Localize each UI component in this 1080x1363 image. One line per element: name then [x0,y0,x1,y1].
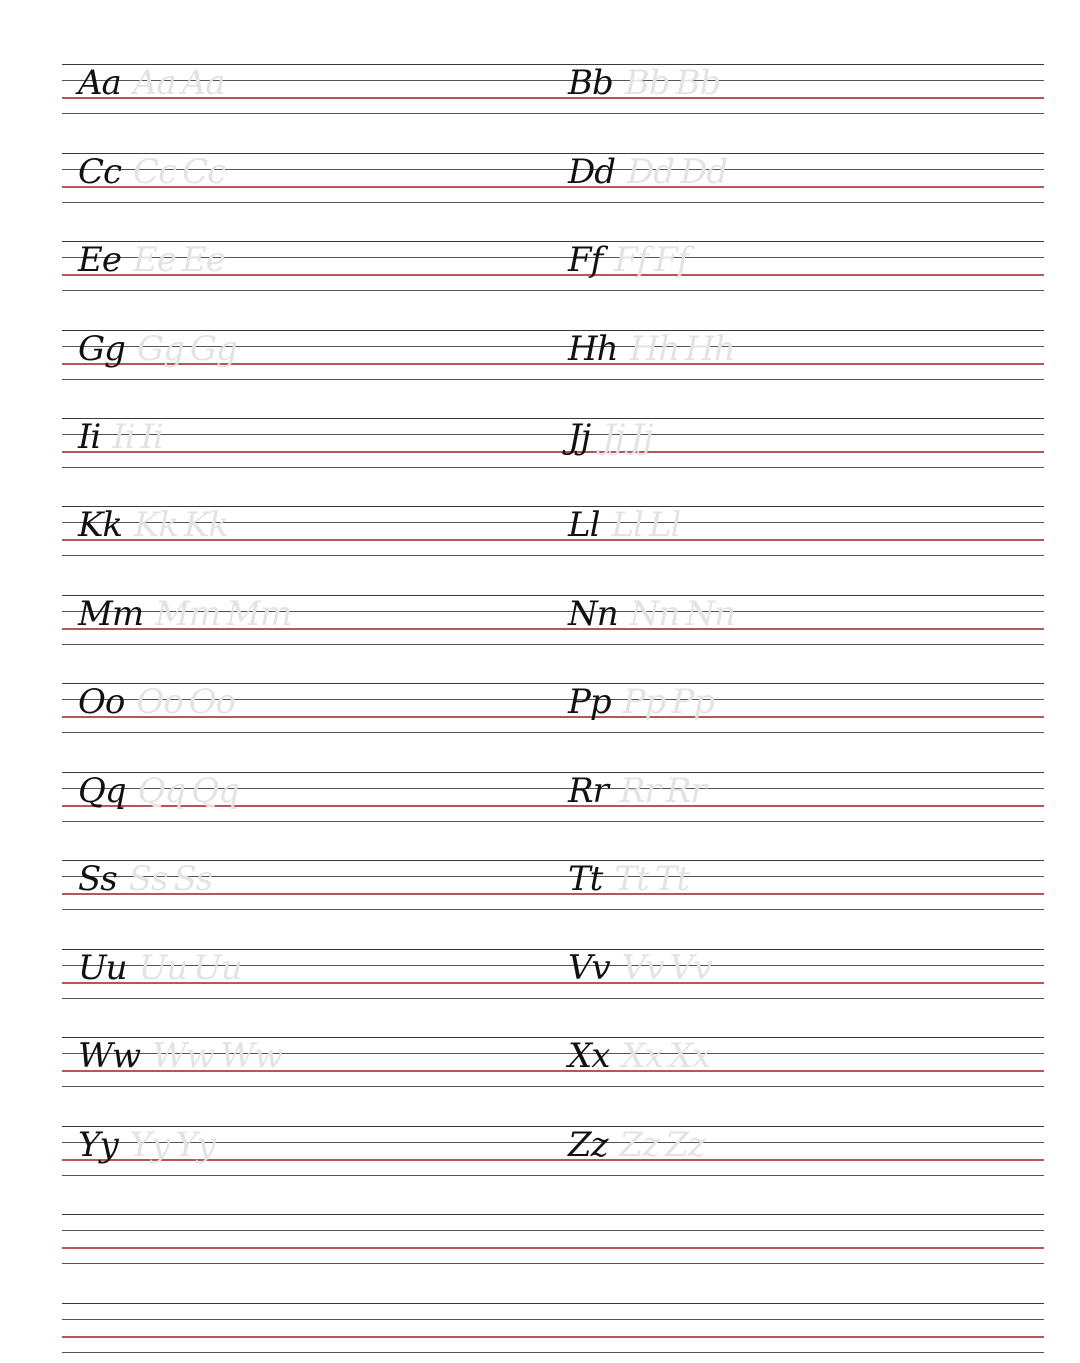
trace-letter-pair: Jj [602,417,625,457]
letter-pair [568,241,689,291]
practice-row [0,1126,1080,1186]
practice-row [0,506,1080,566]
trace-letter-pair: Vv [669,948,712,988]
trace-letter-pair: Xx [668,1036,711,1076]
model-letter-pair: Ff [568,240,603,280]
model-letter-pair: Qq [78,771,126,811]
letter-pair [78,241,225,291]
trace-letter-pair: Mm [226,594,292,634]
practice-row [0,1214,1080,1274]
trace-letter-pair: Cc [133,152,177,192]
trace-letter-pair: Ee [181,240,225,280]
letter-pair [78,64,224,114]
trace-letter-pair: Ll [611,505,643,545]
letter-pair [568,153,727,203]
trace-letter-pair: Dd [627,152,675,192]
trace-letter-pair: Xx [621,1036,663,1076]
trace-letter-pair: Ii [112,417,135,457]
trace-letter-pair: Ee [132,240,176,280]
letter-pair [78,153,225,203]
model-letter-pair: Xx [568,1036,610,1076]
letter-pair [78,595,291,645]
ruled-desc-line [62,1352,1044,1353]
model-letter-pair: Ll [568,505,600,545]
ruled-top-line [62,1303,1044,1304]
trace-letter-pair: Yy [175,1125,215,1165]
practice-row [0,860,1080,920]
model-letter-pair: Nn [568,594,618,634]
trace-letter-pair: Hh [685,329,735,369]
practice-row [0,418,1080,478]
model-letter-pair: Oo [78,682,125,722]
letter-pair [78,683,235,733]
ruled-top-line [62,1214,1044,1215]
trace-letter-pair: Uu [138,948,188,988]
trace-letter-pair: Cc [182,152,226,192]
practice-row [0,949,1080,1009]
practice-row [0,64,1080,124]
letter-pair [78,330,237,380]
trace-letter-pair: Nn [629,594,680,634]
trace-letter-pair: Ss [173,859,213,899]
trace-letter-pair: Oo [136,682,183,722]
trace-letter-pair: Oo [188,682,236,722]
model-letter-pair: Ii [78,417,101,457]
trace-letter-pair: Gg [136,329,184,369]
ruled-base-line [62,1336,1044,1338]
letter-pair [568,418,653,468]
ruled-desc-line [62,467,1044,468]
model-letter-pair: Kk [78,505,123,545]
model-letter-pair: Rr [568,771,608,811]
practice-row [0,1303,1080,1363]
trace-letter-pair: Yy [129,1125,170,1165]
trace-letter-pair: Uu [193,948,242,988]
letter-pair [568,1126,705,1176]
practice-row [0,683,1080,743]
trace-letter-pair: Bb [624,63,670,103]
ruled-base-line [62,1247,1044,1249]
trace-letter-pair: Zz [619,1125,660,1165]
ruled-top-line [62,418,1044,419]
letter-pair [78,1126,215,1176]
trace-letter-pair: Nn [685,594,735,634]
trace-letter-pair: Gg [189,329,237,369]
ruled-mid-line [62,434,1044,435]
practice-row [0,1037,1080,1097]
model-letter-pair: Ss [78,859,117,899]
model-letter-pair: Aa [78,63,121,103]
trace-letter-pair: Kk [184,505,229,545]
letter-pair [78,949,242,999]
trace-letter-pair: Qq [191,771,239,811]
letter-pair [568,949,711,999]
trace-letter-pair: Vv [621,948,664,988]
trace-letter-pair: Rr [665,771,706,811]
model-letter-pair: Dd [568,152,616,192]
trace-letter-pair: Jj [630,417,653,457]
model-letter-pair: Uu [78,948,127,988]
trace-letter-pair: Tt [614,859,649,899]
model-letter-pair: Hh [568,329,618,369]
model-letter-pair: Tt [568,859,603,899]
practice-row [0,153,1080,213]
trace-letter-pair: Bb [675,63,721,103]
letter-pair [78,418,163,468]
letter-pair [78,860,212,910]
model-letter-pair: Gg [78,329,125,369]
letter-pair [568,860,689,910]
trace-letter-pair: Hh [629,329,680,369]
model-letter-pair: Pp [568,682,611,722]
trace-letter-pair: Zz [665,1125,705,1165]
trace-letter-pair: Pp [671,682,714,722]
model-letter-pair: Zz [568,1125,608,1165]
model-letter-pair: Cc [78,152,122,192]
practice-row [0,241,1080,301]
model-letter-pair: Bb [568,63,613,103]
ruled-mid-line [62,1230,1044,1231]
practice-row [0,330,1080,390]
ruled-mid-line [62,1319,1044,1320]
practice-row [0,772,1080,832]
trace-letter-pair: Ii [140,417,163,457]
letter-pair [78,1037,282,1087]
letter-pair [568,683,714,733]
letter-pair [568,595,735,645]
ruled-base-line [62,451,1044,453]
letter-pair [568,1037,710,1087]
trace-letter-pair: Dd [680,152,728,192]
letter-pair [568,330,735,380]
model-letter-pair: Vv [568,948,610,988]
practice-row [0,595,1080,655]
letter-pair [568,772,706,822]
model-letter-pair: Mm [78,594,144,634]
letter-pair [568,64,720,114]
trace-letter-pair: Mm [155,594,221,634]
trace-letter-pair: Aa [181,63,225,103]
trace-letter-pair: Ll [648,505,681,545]
ruled-desc-line [62,1263,1044,1264]
trace-letter-pair: Tt [654,859,690,899]
trace-letter-pair: Ww [152,1036,215,1076]
letter-pair [78,506,228,556]
trace-letter-pair: Ss [128,859,168,899]
model-letter-pair: Jj [568,417,591,457]
model-letter-pair: Yy [78,1125,118,1165]
trace-letter-pair: Ww [220,1036,283,1076]
trace-letter-pair: Ff [614,240,649,280]
trace-letter-pair: Ff [654,240,689,280]
trace-letter-pair: Aa [132,63,176,103]
model-letter-pair: Ww [78,1036,141,1076]
trace-letter-pair: Pp [622,682,666,722]
letter-pair [78,772,239,822]
letter-pair [568,506,680,556]
trace-letter-pair: Kk [134,505,179,545]
model-letter-pair: Ee [78,240,121,280]
trace-letter-pair: Rr [619,771,660,811]
trace-letter-pair: Qq [137,771,186,811]
